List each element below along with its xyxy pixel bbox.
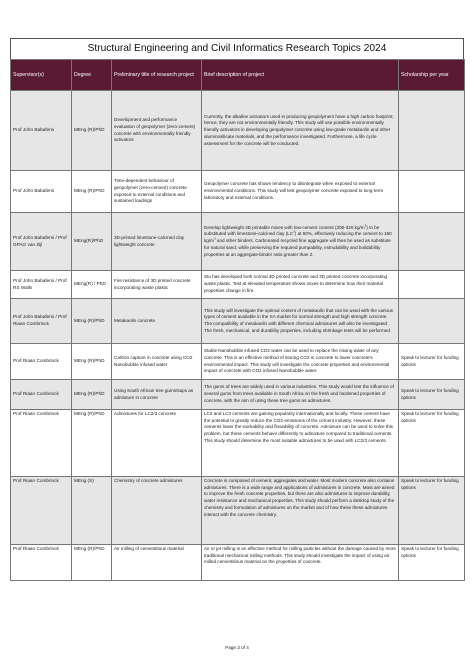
supervisor-cell: Prof John Babafemi / Prof GPAG van Zijl — [11, 213, 72, 271]
header-scholarship: Scholarship per year — [399, 60, 465, 91]
supervisor-cell: Prof Riaan Combrinck — [11, 380, 72, 410]
supervisor-cell: Prof John Babafemi / Prof Riaan Combrinck — [11, 299, 72, 344]
description-cell: The gums of trees are widely used in various industries. This study would test the influence of several gums from trees available in South Africa on the fresh and hardened properties of concrete, with the aim of using these tree gums as admixtures. — [202, 380, 399, 410]
degree-cell: MEng(R)/PhD — [72, 213, 112, 271]
degree-cell: MEng (R)/PhD — [72, 410, 112, 477]
document-title: Structural Engineering and Civil Informatics Research Topics 2024 — [10, 38, 464, 59]
topic-cell: Chemistry of concrete admixtures — [112, 477, 202, 545]
page-number: Page 3 of 4 — [225, 645, 249, 650]
scholarship-cell — [399, 171, 465, 213]
degree-cell: MEng (R)/PhD — [72, 344, 112, 380]
header-degree: Degree — [72, 60, 112, 91]
scholarship-cell — [399, 213, 465, 271]
supervisor-cell: Prof Riaan Combrinck — [11, 410, 72, 477]
supervisor-cell: Prof John Babafemi — [11, 171, 72, 213]
description-cell: This study will investigate the optimal content of metakaolin that can be used with the various types of cement available in the SA market for normal strength and high strength concrete. The compatibility of metakaolin with different chemical admixtures will also be investigated. The fresh, mechanical, and durability properties, including shrinkage tests will be performed. — [202, 299, 399, 344]
table-row — [11, 477, 465, 545]
scholarship-cell: Speak to lecturer for funding options — [399, 344, 465, 380]
description-cell: Geopolymer concrete has shown tendency to disintegrate when exposed to external environmental conditions. This study will test geopolymer concrete exposed to long-term laboratory and external conditions. — [202, 171, 399, 213]
description-cell: Air or jet milling is an effective method for milling particles without the damage caused by more traditional mechanical milling methods. This study should investigate the impact of using air milled cementitious material on the properties of concrete. — [202, 545, 399, 581]
table-row — [11, 91, 465, 171]
scholarship-cell — [399, 299, 465, 344]
description-cell: Stable Nanobubble infused CO2 water can be used to replace the mixing water of any concrete. This is an effective method of storing CO2 in concrete to lower concrete's environmental impact. This study will investigate the concrete properties and environmental impact of concrete with CO2 infused Nanobubble water. — [202, 344, 399, 380]
degree-cell: MEng (S) — [72, 477, 112, 545]
description-cell: LC2 and LC3 cements are gaining popularity internationally and locally. These cement have the potential to greatly reduce the CO2-emissions of the cement industry. However, these cements lower the workability and flowability of concrete. Admixture can be used to solve this problem, but these cements behave differently to admixture compared to traditional cements. This study should determine the most suitable admixtures to be used with LC2/3 cements. — [202, 410, 399, 477]
supervisor-cell: Prof John Babafemi / Prof RS Walls — [11, 271, 72, 299]
degree-cell: MEng (R)/PhD — [72, 380, 112, 410]
table-row — [11, 545, 465, 581]
description-cell: Currently, the alkaline activators used in producing geopolymers have a high carbon footprint; hence, they are not environmentally friendly. This study will use possible environmentally friendly activators in developing geopolymer concrete using low-grade metakaolin and other aluminosilicate materials, and the performance investigated. Furthermore, a life cycle assessment for the concrete will be conducted. — [202, 91, 399, 171]
header-description: Brief description of project — [202, 60, 399, 91]
supervisor-cell: Prof Riaan Combrinck — [11, 477, 72, 545]
degree-cell: MEng (R)/PhD — [72, 299, 112, 344]
topic-cell: 3D-printed limestone-calcined clay lightweight concrete — [112, 213, 202, 271]
degree-cell: MEng (R)/PhD — [72, 545, 112, 581]
header-topic: Preliminary title of research project — [112, 60, 202, 91]
topic-cell: Carbon capture in concrete using CO2 Nanobubble infused water — [112, 344, 202, 380]
table-row — [11, 271, 465, 299]
topic-cell: Metakaolin concrete — [112, 299, 202, 344]
degree-cell: MEng (R)/PhD — [72, 91, 112, 171]
supervisor-cell: Prof Riaan Combrinck — [11, 545, 72, 581]
scholarship-cell: Speak to lecturer for funding options — [399, 380, 465, 410]
topic-cell: Fire resistance of 3D printed concrete incorporating waste plastic — [112, 271, 202, 299]
topic-cell: Air milling of cementitious material — [112, 545, 202, 581]
description-cell: Stu has developed both normal 3D printed concrete and 3D printed concrete incorporating waste plastic. Test at elevated temperature shows mixes to determine how their material properties change in fire. — [202, 271, 399, 299]
description-cell: Develop lightweight 3D printable mixes with low-cement content (300-320 $kg/m^3$) to be substituted with limestone-calcined clay $(LC^3)$ at 50%, effectively reducing the cement to 150 $kg/m^3$ and other binders. Carbonated recycled fine aggregate will then be used as substitute for natural sand, while preserving the required pumpability, extrudability and buildability properties at an aggregate-binder ratio greater than 2. — [202, 213, 399, 271]
scholarship-cell: Speak to lecturer for funding options — [399, 477, 465, 545]
supervisor-cell: Prof John Babafemi — [11, 91, 72, 171]
table-row — [11, 171, 465, 213]
table-header-row — [11, 60, 465, 91]
research-topics-page — [10, 38, 464, 581]
table-row — [11, 344, 465, 380]
table-row — [11, 213, 465, 271]
topic-cell: Time-dependent behaviour of geopolymer (zero-cement) concrete exposed to external conditions and sustained loadings — [112, 171, 202, 213]
scholarship-cell — [399, 271, 465, 299]
scholarship-cell — [399, 91, 465, 171]
table-row — [11, 410, 465, 477]
topic-cell: Admixtures for LC2/3 concrete — [112, 410, 202, 477]
supervisor-cell: Prof Riaan Combrinck — [11, 344, 72, 380]
scholarship-cell: Speak to lecturer for funding options — [399, 545, 465, 581]
header-supervisor: Supervisor(s) — [11, 60, 72, 91]
table-row — [11, 380, 465, 410]
degree-cell: MEng(R) / PhD — [72, 271, 112, 299]
scholarship-cell: Speak to lecturer for funding options — [399, 410, 465, 477]
research-topics-table — [10, 59, 465, 581]
degree-cell: MEng (R)/PhD — [72, 171, 112, 213]
topic-cell: Using South African tree gums/saps as admixture in concrete — [112, 380, 202, 410]
table-row — [11, 299, 465, 344]
topic-cell: Development and performance evaluation of geopolymer (zero-cement) concrete with environmentally friendly activators — [112, 91, 202, 171]
description-cell: Concrete is composed of cement, aggregates and water. Most modern concrete also contains admixtures. There is a wide range and applications of admixtures in concrete. Most are aimed to improve the fresh concrete properties, but there are also admixtures to improve durability, water resistance and mechanical properties. This study should perform a desktop study of the chemistry and formulation of admixtures on the market and of how these these admixtures interact with the concrete chemistry. — [202, 477, 399, 545]
